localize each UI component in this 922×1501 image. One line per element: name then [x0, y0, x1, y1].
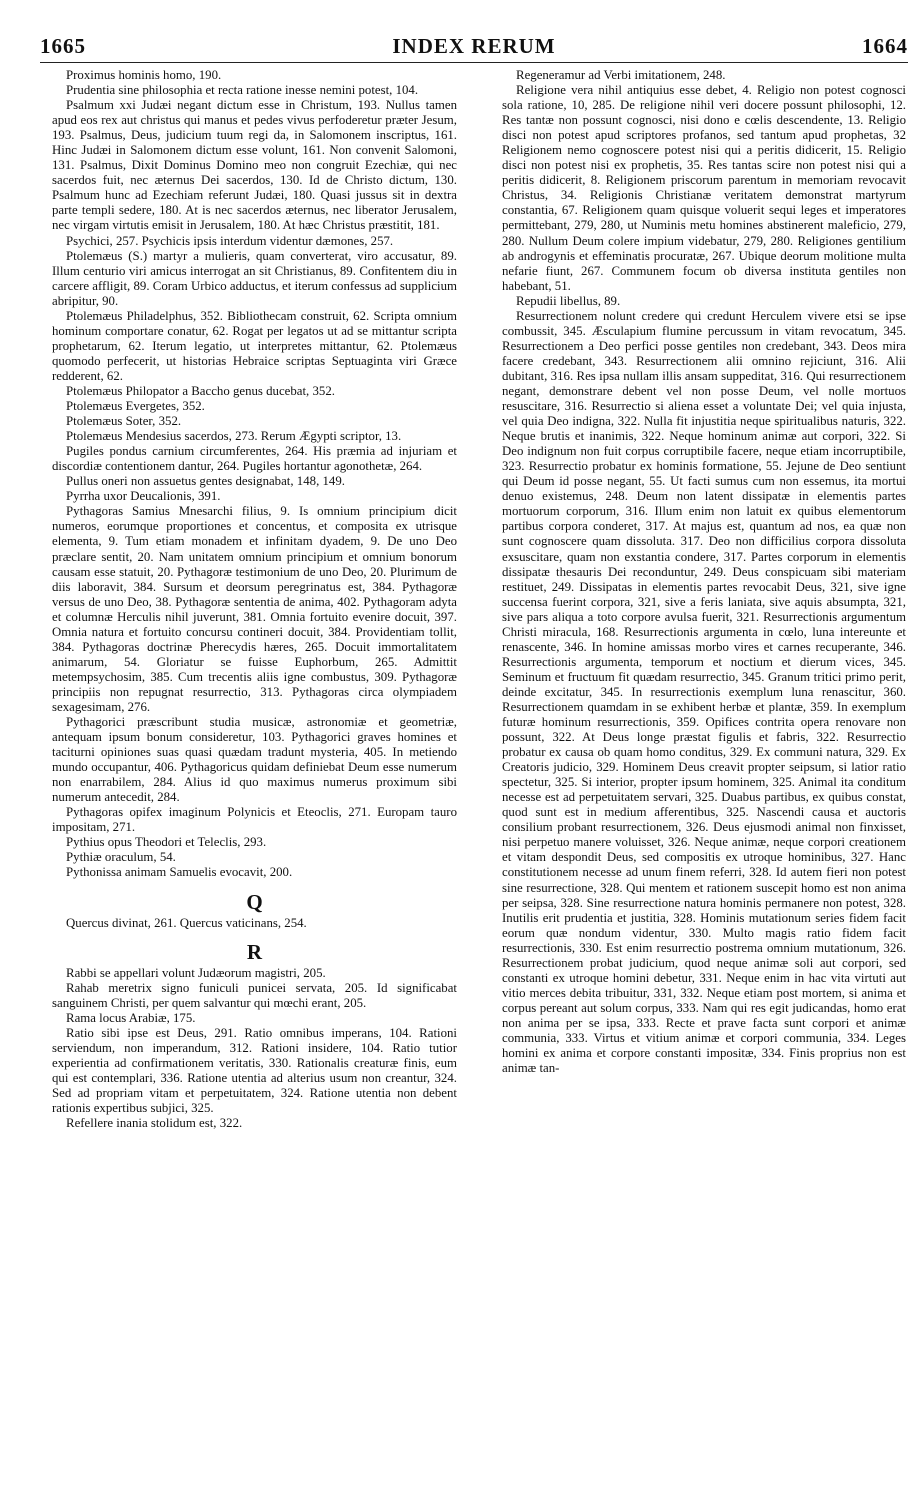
index-entry: Pythagoras opifex imaginum Polynicis et Eteoclis, 271. Europam tauro impositam, 271.	[52, 805, 457, 835]
index-entry: Pythagoras Samius Mnesarchi filius, 9. Is omnium principium dicit numeros, eorumque proportiones et concentus, et composita ex utrisque elementa, 9. Tum etiam monadem et infinitam dyadem, 9. De uno Deo præclare sentit, 20. Nam unitatem omnium principium et omnium bonorum causam esse statuit, 20. Pythagoræ testimonium de uno Deo, 20. Plurimum de diis laboravit, 384. Sursum et deorsum peregrinatus est, 384. Pythagoræ versus de uno Deo, 38. Pythagoræ sententia de anima, 402. Pythagoram adyta et columnæ Herculis nihil juverunt, 381. Omnia fortuito evenire docuit, 397. Omnia natura et fortuito concursu contineri docuit, 384. Providentiam tollit, 384. Pythagoras doctrinæ Pherecydis hæres, 265. Docuit immortalitatem animarum, 54. Gloriatur se fuisse Euphorbum, 265. Admittit metempsychosim, 385. Cum trecentis aliis igne combustus, 309. Pythagoræ principiis non repugnat resurrectio, 313. Pythagoras circa olympiadem sexagesimam, 276.	[52, 504, 457, 714]
index-entry: Ptolemæus Mendesius sacerdos, 273. Rerum Ægypti scriptor, 13.	[66, 429, 402, 444]
index-entry: Ptolemæus Evergetes, 352.	[66, 399, 205, 414]
index-entry: Pythonissa animam Samuelis evocavit, 200.	[66, 865, 293, 880]
index-entry: Ptolemæus Philopator a Baccho genus ducebat, 352.	[66, 383, 335, 398]
index-entry: Prudentia sine philosophia et recta ratione inesse nemini potest, 104.	[66, 83, 419, 98]
index-entry: Ptolemæus (S.) martyr a mulieris, quam converterat, viro accusatur, 89. Illum centurio viri amicus interrogat an sit Christianus, 89. Confitentem diu in carcere affligit, 89. Coram Urbico adductus, et iterum confessus ad supplicium abripitur, 90.	[52, 248, 457, 308]
index-entry: Pullus oneri non assuetus gentes designabat, 148, 149.	[66, 474, 345, 489]
index-entry: Psychici, 257. Psychicis ipsis interdum videntur dæmones, 257.	[66, 233, 394, 248]
index-entry: Rama locus Arabiæ, 175.	[66, 1010, 196, 1025]
index-entry: Quercus divinat, 261. Quercus vaticinans, 254.	[66, 915, 307, 930]
page-number-right: 1664	[862, 34, 908, 58]
index-entry: Pugiles pondus carnium circumferentes, 264. His præmia ad injuriam et discordiæ contentionem dantur, 264. Pugiles hortantur agonothetæ, 264.	[52, 444, 457, 474]
index-entry: Proximus hominis homo, 190.	[66, 68, 222, 82]
page-header	[40, 34, 908, 62]
index-entry: Rabbi se appellari volunt Judæorum magistri, 205.	[66, 965, 326, 980]
index-entry: Ptolemæus Soter, 352.	[66, 414, 182, 429]
index-entry: Pythagorici præscribunt studia musicæ, astronomiæ et geometriæ, antequam ipsum bonum consideretur, 103. Pythagorici graves homines et taciturni opiniones suas quasi quædam tradunt mysteria, 405. In metiendo mundo occupantur, 406. Pythagoricus quidam definiebat Deum esse numerum non enarrabilem, 284. Alius id quo maximus numerus proximum sibi numerum antecedit, 284.	[52, 715, 457, 805]
index-entry: Pyrrha uxor Deucalionis, 391.	[66, 489, 221, 504]
page-number-left: 1665	[40, 34, 86, 58]
running-title: INDEX RERUM	[392, 34, 556, 58]
index-entry: Rahab meretrix signo funiculi punicei servata, 205. Id significabat sanguinem Christi, per quem salvantur qui mœchi erant, 205.	[52, 980, 457, 1010]
section-letter-q: Q	[246, 889, 263, 914]
index-entry: Ratio sibi ipse est Deus, 291. Ratio omnibus imperans, 104. Rationi serviendum, non imperandum, 312. Rationi insidere, 104. Ratio tutior experientia ad confirmationem veritatis, 330. Rationalis creaturæ finis, eum qui est contemplari, 336. Ratione utentia ad alterius usum non creantur, 324. Sed ad propriam vitam et perpetuitatem, 324. Ratione utentia non debent rationis expertibus subjici, 325.	[52, 1025, 457, 1115]
left-column	[52, 68, 457, 1131]
index-entry: Psalmum xxi Judæi negant dictum esse in Christum, 193. Nullus tamen apud eos rex aut christus qui manus et pedes vivus perfoderetur præter Jesum, 193. Psalmus, Deus, judicium tuum regi da, in Salomonem inscriptus, 161. Hinc Judæi in Salomonem dictum esse volunt, 161. Non convenit Salomoni, 131. Psalmus, Dixit Dominus Domino meo non congruit Ezechiæ, qui nec sacerdos fuit, nec æternus Dei sacerdos, 130. Id de Christo dictum, 130. Psalmum hunc ad Ezechiam referunt Judæi, 180. Quasi jussus sit in dextra parte templi sedere, 180. At is nec sacerdos æternus, nec liberator Jerusalem, nec virgam virtutis emisit in Jerusalem, 180. At hæc Christus præstitit, 181.	[52, 98, 457, 233]
right-column	[502, 68, 906, 1076]
index-entry: Religione vera nihil antiquius esse debet, 4. Religio non potest cognosci sola ratione, 10, 285. De religione nihil veri docere possunt philosophi, 12. Res tantæ non possunt cognosci, nisi dono e cœlis descendente, 13. Religio disci non potest apud scriptores profanos, sed tantum apud prophetas, 32 Religionem nemo cognoscere potest nisi qui a peritis didicerit, 15. Religio disci non potest nisi ex prophetis, 35. Res tantas scire non potest nisi qui a peritis didicerit, 8. Religionem priscorum parentum in memoriam revocavit Christus, 34. Religionis Christianæ veritatem demonstrat martyrum constantia, 67. Religionem quam quisque voluerit sequi leges et imperatores permittebant, 279, 280, ut Numinis metu homines abstinerent maleficio, 279, 280. Nullum Deum colere impium videbatur, 279, 280. Religiones gentilium ab androgynis et effeminatis procuratæ, 267. Ubique deorum molitione multa nefarie fiunt, 267. Communem focum ob diversa instituta gentiles non habebant, 51.	[502, 83, 906, 293]
index-entry: Pythiæ oraculum, 54.	[66, 850, 176, 865]
header-rule	[40, 62, 908, 63]
index-entry: Regeneramur ad Verbi imitationem, 248.	[516, 68, 726, 82]
index-entry: Repudii libellus, 89.	[516, 293, 621, 308]
section-letter-r: R	[246, 939, 263, 964]
index-entry: Resurrectionem nolunt credere qui credunt Herculem vivere etsi se ipse combussit, 345. Æsculapium flumine percussum in vitam revocatum, 345. Resurrectionem a Deo perfici posse gentiles non credebant, 343. Deos mira facere credebant, 343. Resurrectionem alii omnino rejiciunt, 316. Alii dubitant, 316. Res ipsa nullam illis ansam suppeditat, 316. Qui resurrectionem negant, demonstrare debent vel non posse Deum, vel nolle mortuos resuscitare, 316. Resurrectio si aliena esset a voluntate Dei; vel quia injusta, vel quia Deo indigna, 322. Nulla fit injustitia neque spiritualibus naturis, 322. Neque brutis et inanimis, 322. Neque hominum animæ aut corpori, 322. Si Deo indignum non fuit corpus corruptibile facere, neque etiam incorruptibile, 323. Resurrectio probatur ex hominis formatione, 55. Jejune de Deo sentiunt qui Deum id posse negant, 55. Ut facti sumus cum non essemus, ita mortui denuo existemus, 248. Deum non latent dissipatæ in elementis partes mortuorum corporum, 316. Illum enim non latuit ex quibus elementorum partibus corpora conderet, 317. At majus est, quantum ad nos, ea quæ non sunt cognoscere quam dissoluta. 317. Deo non difficilius corpora dissoluta exsuscitare, quam non exstantia condere, 317. Partes corporum in elementis dissipatæ thesauris Dei reconduntur, 249. Deus conspicuam sibi materiam restituet, 249. Dissipatas in elementis partes revocabit Deus, 321, sive igne succensa fuerint corpora, 321, sive a feris laniata, sive aquis absumpta, 321, sive pars aliqua a toto corpore avulsa fuerit, 321. Resurrectionis argumentum Christi miracula, 168. Resurrectionis argumenta in cœlo, luna intereunte et renascente, 346. In homine amissas morbo vires et carnes recuperante, 346. Resurrectionis argumenta, temporum et noctium et dierum vices, 345. Seminum et fructuum fit quædam resurrectio, 345. Granum tritici primo perit, deinde excitatur, 345. In resurrectionis exemplum luna renascitur, 360. Resurrectionem quamdam in se exhibent herbæ et plantæ, 359. In exemplum futuræ hominum resurrectionis, 359. Opifices contrita opera renovare non possunt, 322. At Deus longe præstat figulis et fabris, 322. Resurrectio probatur ex causa ob quam homo conditus, 329. Ex communi natura, 329. Ex Creatoris judicio, 329. Hominem Deus creavit propter seipsum, si latior ratio spectetur, 325. Si interior, propter ipsum hominem, 325. Animal ita conditum necesse est ad perpetuitatem servari, 325. Duabus partibus, ex quibus constat, quod sunt est in medium afferentibus, 325. Nascendi causa et auctoris consilium probant resurrectionem, 326. Deus ejusmodi animal non finxisset, nisi perpetuo manere voluisset, 326. Neque animæ, neque corpori creationem et vitam despondit Deus, sed compositis ex utroque hominibus, 327. Hanc constitutionem necesse ad unum finem referri, 328. Id autem fieri non potest sine resurrectione, 328. Qui mentem et rationem suscepit homo est non anima per seipsa, 328. Sine resurrectione natura hominis permanere non potest, 328. Inutilis erit prudentia et justitia, 328. Hominis mutationum series fidem facit eorum quæ nondum videntur, 330. Multo magis ratio fidem facit resurrectionis, 330. Est enim resurrectio postrema omnium mutationum, 326. Resurrectionem probat judicium, quod neque animæ soli aut corpori, sed constanti ex utroque homini debetur, 331. Neque enim in hac vita virtuti aut vitio merces debita tribuitur, 331, 332. Neque etiam post mortem, si anima et corpus pereant aut solum corpus, 333. Nam qui res egit judicandas, homo erat non anima per se ipsa, 333. Recte et prave facta sunt corpori et animæ communia, 333. Virtus et vitium animæ et corpori communia, 334. Leges homini ex anima et corpore constanti impositæ, 334. Finis proprius non est animæ tan-	[502, 308, 906, 1076]
index-entry: Ptolemæus Philadelphus, 352. Bibliothecam construit, 62. Scripta omnium hominum comportare conatur, 62. Rogat per legatos ut ad se mittantur scripta prophetarum, 62. Iterum legatio, ut interpretes mittantur, 62. Ptolemæus quomodo perfecerit, ut historias Hebraice scriptas Septuaginta viri Græce redderent, 62.	[52, 308, 457, 383]
index-entry: Pythius opus Theodori et Teleclis, 293.	[66, 835, 267, 850]
index-entry: Refellere inania stolidum est, 322.	[66, 1116, 243, 1131]
